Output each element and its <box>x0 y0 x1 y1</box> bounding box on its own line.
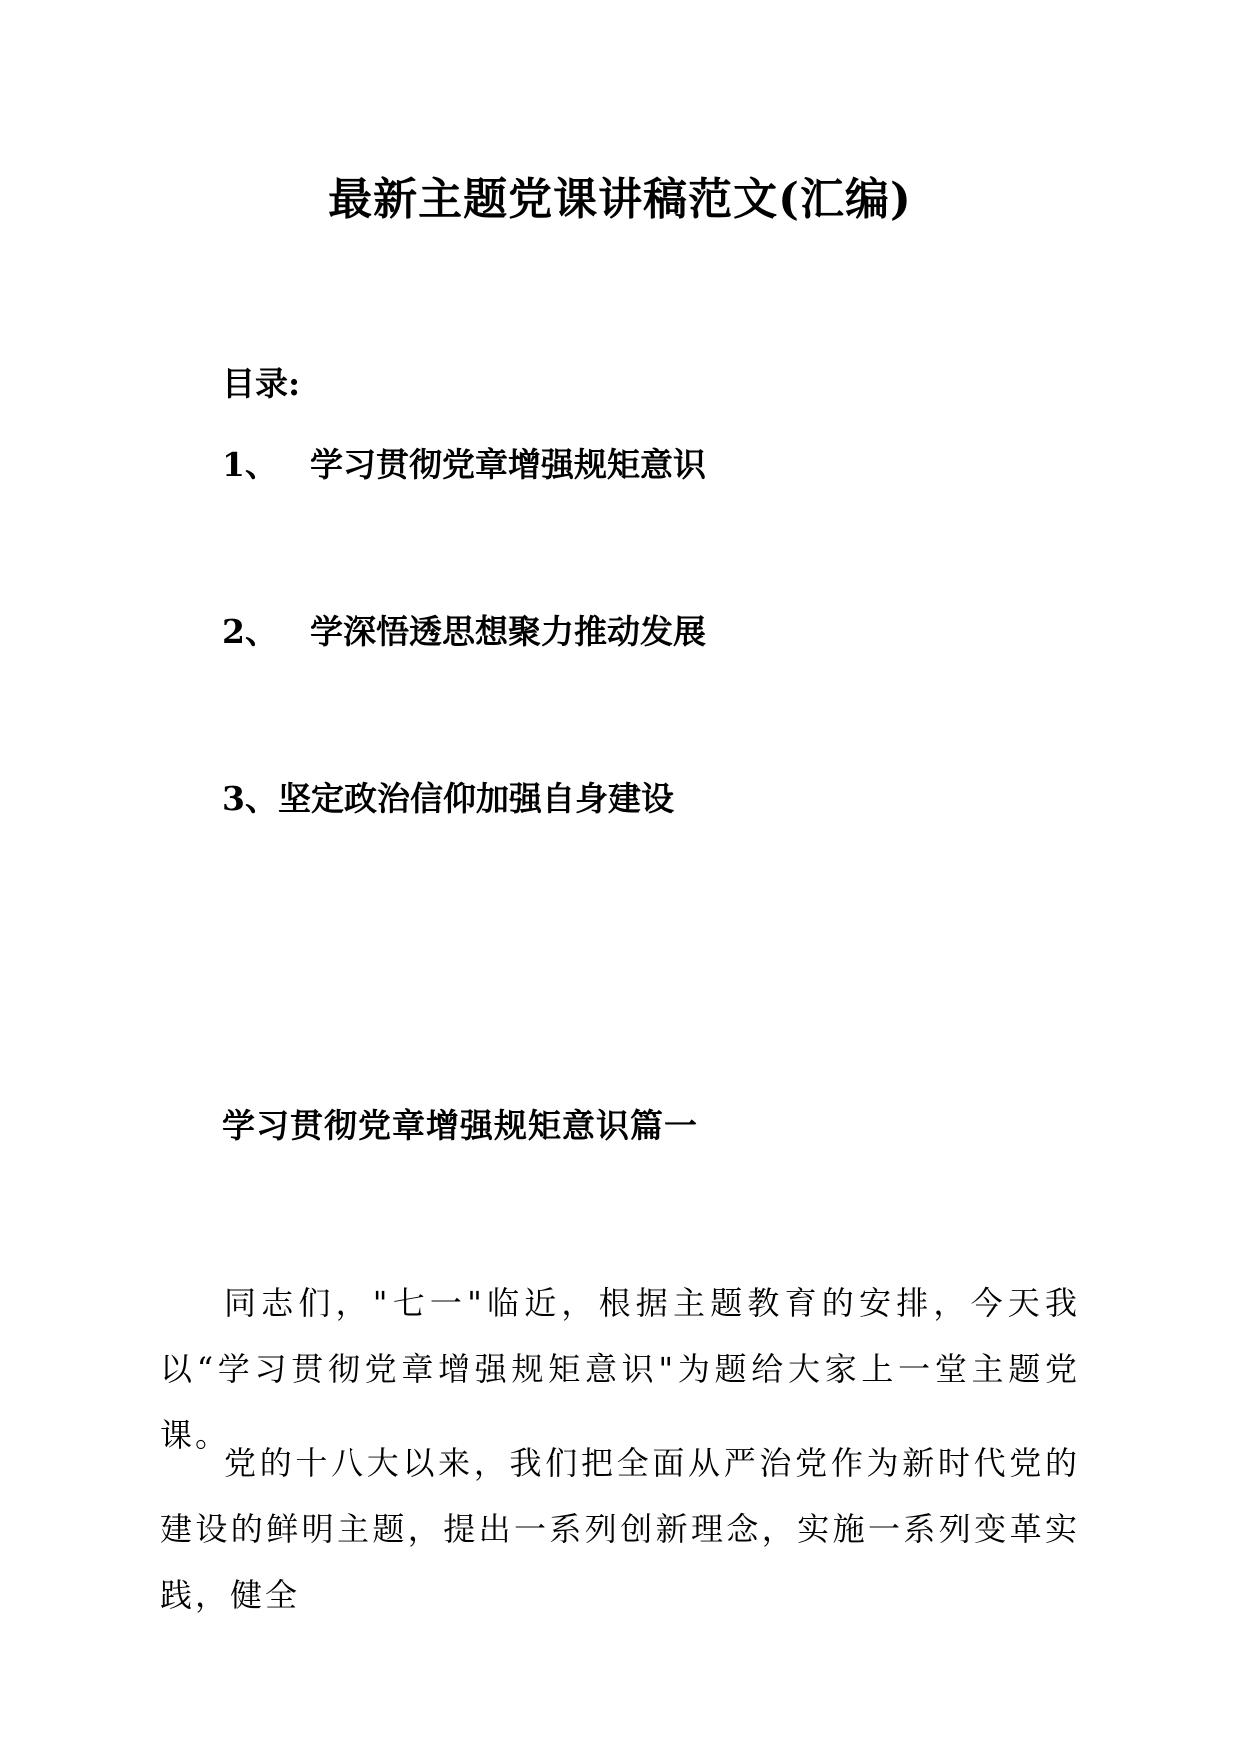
body-paragraph-2: 党的十八大以来，我们把全面从严治党作为新时代党的建设的鲜明主题，提出一系列创新理念，实施一系列变革实践，健全 <box>160 1444 1080 1614</box>
toc-item-number: 3、 <box>222 779 278 818</box>
toc-heading: 目录: <box>222 364 301 403</box>
body-paragraph-1: 同志们，"七一"临近，根据主题教育的安排，今天我以“学习贯彻党章增强规矩意识"为题给大家上一堂主题党课。 <box>160 1284 1080 1454</box>
toc-item-number: 2、 <box>222 612 278 651</box>
toc-item-3 <box>222 777 674 821</box>
toc-item-text: 学习贯彻党章增强规矩意识 <box>309 445 706 484</box>
toc-item-number: 1、 <box>222 445 278 484</box>
document-title: 最新主题党课讲稿范文(汇编) <box>328 174 912 225</box>
section-heading: 学习贯彻党章增强规矩意识篇一 <box>222 1106 698 1145</box>
toc-item-text: 坚定政治信仰加强自身建设 <box>277 779 674 818</box>
toc-item-text: 学深悟透思想聚力推动发展 <box>309 612 706 651</box>
toc-item-2 <box>222 610 706 654</box>
toc-item-1 <box>222 443 706 487</box>
